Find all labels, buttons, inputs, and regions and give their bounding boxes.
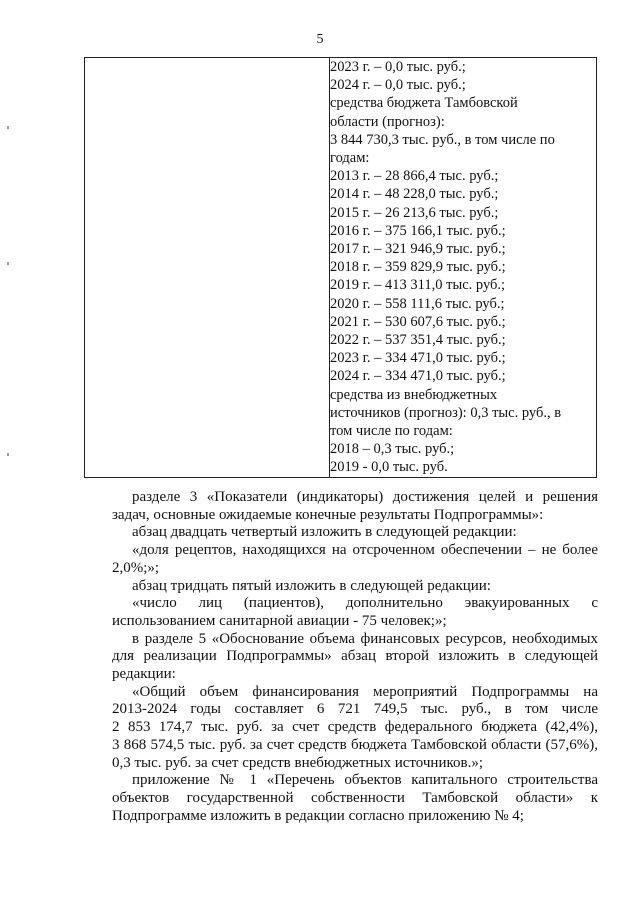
financing-line: 2013 г. – 28 866,4 тыс. руб.; xyxy=(330,168,499,185)
financing-line: 2021 г. – 530 607,6 тыс. руб.; xyxy=(330,313,506,330)
paragraph-instruction: абзац двадцать четвертый изложить в следующей редакции: xyxy=(132,524,517,541)
financing-line: 2019 - 0,0 тыс. руб. xyxy=(330,459,448,476)
paragraph-instruction: абзац тридцать пятый изложить в следующей редакции: xyxy=(132,577,491,594)
scan-mark xyxy=(7,262,9,265)
financing-line: 2023 г. – 334 471,0 тыс. руб.; xyxy=(330,350,506,367)
financing-line: 2019 г. – 413 311,0 тыс. руб.; xyxy=(330,277,506,294)
financing-line: 2024 г. – 0,0 тыс. руб.; xyxy=(330,77,466,94)
paragraph-quote: «число лиц (пациентов), дополнительно эвакуированных с использованием санитарной авиации - 75 человек;»; xyxy=(112,595,598,629)
financing-line: области (прогноз): xyxy=(330,113,445,130)
paragraph-financing-line: 0,3 тыс. руб. за счет средств внебюджетных источников.»; xyxy=(112,754,484,771)
financing-line: 2017 г. – 321 946,9 тыс. руб.; xyxy=(330,241,506,258)
document-body xyxy=(112,489,598,825)
paragraph-appendix: приложение № 1 «Перечень объектов капитального строительства объектов государственной собственности Тамбовской области» к Подпрограмме изложить в редакции согласно приложению № 4; xyxy=(112,772,598,824)
paragraph-financing-line: 3 868 574,5 тыс. руб. за счет средств бюджета Тамбовской области (57,6%), xyxy=(112,736,598,753)
financing-line: источников (прогноз): 0,3 тыс. руб., в xyxy=(330,404,562,421)
financing-line: 2022 г. – 537 351,4 тыс. руб.; xyxy=(330,332,506,349)
financing-line: 2015 г. – 26 213,6 тыс. руб.; xyxy=(330,204,499,221)
financing-line: 2018 г. – 359 829,9 тыс. руб.; xyxy=(330,259,506,276)
table-row xyxy=(85,58,597,478)
financing-table xyxy=(84,57,597,478)
paragraph-financing-line: 2 853 174,7 тыс. руб. за счет средств федерального бюджета (42,4%), xyxy=(112,719,598,736)
page-number: 5 xyxy=(316,32,324,47)
financing-line: том числе по годам: xyxy=(330,423,453,440)
table-cell-financing xyxy=(330,58,597,478)
financing-line: 2023 г. – 0,0 тыс. руб.; xyxy=(330,59,466,75)
financing-line: 2014 г. – 48 228,0 тыс. руб.; xyxy=(330,186,499,203)
scan-mark xyxy=(7,453,9,456)
financing-line: 2020 г. – 558 111,6 тыс. руб.; xyxy=(330,295,505,312)
table-cell-label xyxy=(85,58,330,478)
scan-mark xyxy=(7,126,9,129)
financing-line: средства бюджета Тамбовской xyxy=(330,95,518,112)
paragraph-financing-line: «Общий объем финансирования мероприятий Подпрограммы на xyxy=(132,683,598,700)
financing-line: 3 844 730,3 тыс. руб., в том числе по xyxy=(330,131,555,148)
paragraph-section-3: разделе 3 «Показатели (индикаторы) достижения целей и решения задач, основные ожидаемые конечные результаты Подпрограммы»: xyxy=(112,489,598,523)
financing-line: годам: xyxy=(330,150,370,167)
financing-line: 2018 – 0,3 тыс. руб.; xyxy=(330,441,455,458)
financing-line: 2016 г. – 375 166,1 тыс. руб.; xyxy=(330,222,506,239)
paragraph-quote: «доля рецептов, находящихся на отсроченном обеспечении – не более 2,0%;»; xyxy=(112,542,598,576)
paragraph-financing-line: 2013-2024 годы составляет 6 721 749,5 тыс. руб., в том числе xyxy=(112,701,598,718)
paragraph-section-5: в разделе 5 «Обоснование объема финансовых ресурсов, необходимых для реализации Подпрограммы» абзац второй изложить в следующей редакции: xyxy=(112,630,598,683)
financing-line: средства из внебюджетных xyxy=(330,386,498,403)
financing-line: 2024 г. – 334 471,0 тыс. руб.; xyxy=(330,368,506,385)
